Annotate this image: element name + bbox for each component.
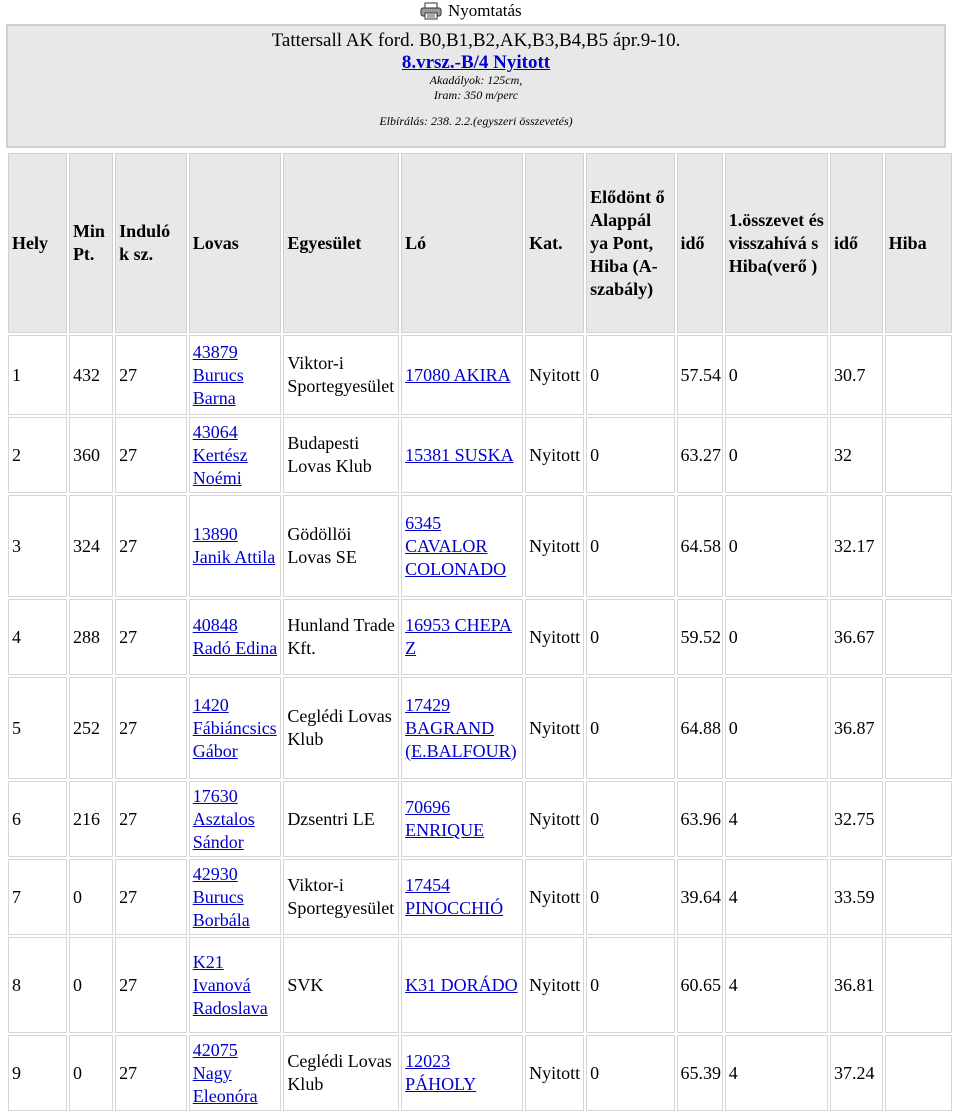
base-time-cell: 57.54	[677, 335, 723, 415]
min-pt-cell: 0	[69, 1035, 113, 1111]
base-fault-cell: 0	[586, 677, 674, 779]
hiba-cell	[885, 495, 952, 597]
hely-cell: 1	[8, 335, 67, 415]
rider-link[interactable]: 43879 Burucs Barna	[189, 335, 282, 415]
table-row	[8, 417, 952, 493]
min-pt-cell: 324	[69, 495, 113, 597]
rider-link[interactable]: 13890 Janik Attila	[189, 495, 282, 597]
print-label: Nyomtatás	[448, 1, 522, 20]
rider-link[interactable]: K21 Ivanová Radoslava	[189, 937, 282, 1033]
jumpoff-time-cell: 33.59	[830, 859, 883, 935]
club-cell: Viktor-i Sportegyesület	[283, 335, 399, 415]
judging-rule: Elbírálás: 238. 2.2.(egyszeri összevetés)	[379, 114, 573, 128]
table-row	[8, 335, 952, 415]
results-table	[6, 151, 954, 1113]
min-pt-cell: 288	[69, 599, 113, 675]
table-row	[8, 599, 952, 675]
col-hiba: Hiba	[885, 153, 952, 333]
base-fault-cell: 0	[586, 335, 674, 415]
indulok-cell: 27	[115, 781, 187, 857]
jumpoff-time-cell: 37.24	[830, 1035, 883, 1111]
competition-title: Tattersall AK ford. B0,B1,B2,AK,B3,B4,B5 ápr.9-10.	[271, 30, 681, 51]
jumpoff-fault-cell: 0	[725, 495, 828, 597]
category-cell: Nyitott	[525, 937, 584, 1033]
hely-cell: 3	[8, 495, 67, 597]
hiba-cell	[885, 859, 952, 935]
base-fault-cell: 0	[586, 859, 674, 935]
rider-link[interactable]: 42930 Burucs Borbála	[189, 859, 282, 935]
col-alap: Elődönt ő Alappál ya Pont, Hiba (A-szabály)	[586, 153, 674, 333]
col-osszevetes: 1.összevet és visszahívá s Hiba(verő )	[725, 153, 828, 333]
col-kat: Kat.	[525, 153, 584, 333]
rider-link[interactable]: 1420 Fábiáncsics Gábor	[189, 677, 282, 779]
club-cell: Ceglédi Lovas Klub	[283, 1035, 399, 1111]
club-cell: SVK	[283, 937, 399, 1033]
club-cell: Viktor-i Sportegyesület	[283, 859, 399, 935]
rider-link[interactable]: 17630 Asztalos Sándor	[189, 781, 282, 857]
jumpoff-fault-cell: 0	[725, 335, 828, 415]
jumpoff-time-cell: 32	[830, 417, 883, 493]
base-fault-cell: 0	[586, 417, 674, 493]
horse-link[interactable]: 12023 PÁHOLY	[401, 1035, 523, 1111]
horse-link[interactable]: 17454 PINOCCHIÓ	[401, 859, 523, 935]
jumpoff-fault-cell: 4	[725, 1035, 828, 1111]
col-min-pt: Min Pt.	[69, 153, 113, 333]
col-ido-1: idő	[677, 153, 723, 333]
hiba-cell	[885, 937, 952, 1033]
round-link[interactable]: 8.vrsz.-B/4 Nyitott	[401, 52, 551, 73]
hely-cell: 8	[8, 937, 67, 1033]
table-row	[8, 677, 952, 779]
base-time-cell: 64.88	[677, 677, 723, 779]
jumpoff-fault-cell: 4	[725, 859, 828, 935]
base-time-cell: 60.65	[677, 937, 723, 1033]
jumpoff-time-cell: 36.67	[830, 599, 883, 675]
min-pt-cell: 360	[69, 417, 113, 493]
indulok-cell: 27	[115, 677, 187, 779]
horse-link[interactable]: 15381 SUSKA	[401, 417, 523, 493]
base-fault-cell: 0	[586, 495, 674, 597]
indulok-cell: 27	[115, 859, 187, 935]
hely-cell: 2	[8, 417, 67, 493]
club-cell: Hunland Trade Kft.	[283, 599, 399, 675]
jumpoff-fault-cell: 0	[725, 599, 828, 675]
base-fault-cell: 0	[586, 781, 674, 857]
horse-link[interactable]: 16953 CHEPA Z	[401, 599, 523, 675]
category-cell: Nyitott	[525, 781, 584, 857]
base-time-cell: 59.52	[677, 599, 723, 675]
hely-cell: 9	[8, 1035, 67, 1111]
club-cell: Gödöllöi Lovas SE	[283, 495, 399, 597]
table-row	[8, 859, 952, 935]
jumpoff-time-cell: 30.7	[830, 335, 883, 415]
horse-link[interactable]: 70696 ENRIQUE	[401, 781, 523, 857]
indulok-cell: 27	[115, 495, 187, 597]
col-lo: Ló	[401, 153, 523, 333]
base-time-cell: 64.58	[677, 495, 723, 597]
hely-cell: 5	[8, 677, 67, 779]
horse-link[interactable]: 17080 AKIRA	[401, 335, 523, 415]
col-ido-2: idő	[830, 153, 883, 333]
obstacle-height: Akadályok: 125cm,	[429, 73, 523, 87]
min-pt-cell: 216	[69, 781, 113, 857]
table-row	[8, 495, 952, 597]
jumpoff-fault-cell: 0	[725, 677, 828, 779]
min-pt-cell: 432	[69, 335, 113, 415]
club-cell: Ceglédi Lovas Klub	[283, 677, 399, 779]
base-time-cell: 39.64	[677, 859, 723, 935]
jumpoff-time-cell: 32.17	[830, 495, 883, 597]
indulok-cell: 27	[115, 937, 187, 1033]
table-row	[8, 937, 952, 1033]
base-fault-cell: 0	[586, 937, 674, 1033]
print-button[interactable]	[420, 0, 522, 22]
base-time-cell: 63.96	[677, 781, 723, 857]
jumpoff-fault-cell: 0	[725, 417, 828, 493]
category-cell: Nyitott	[525, 1035, 584, 1111]
hiba-cell	[885, 677, 952, 779]
category-cell: Nyitott	[525, 599, 584, 675]
club-cell: Budapesti Lovas Klub	[283, 417, 399, 493]
base-time-cell: 65.39	[677, 1035, 723, 1111]
col-egyesulet: Egyesület	[283, 153, 399, 333]
hiba-cell	[885, 335, 952, 415]
rider-link[interactable]: 42075 Nagy Eleonóra	[189, 1035, 282, 1111]
category-cell: Nyitott	[525, 859, 584, 935]
indulok-cell: 27	[115, 1035, 187, 1111]
indulok-cell: 27	[115, 417, 187, 493]
min-pt-cell: 252	[69, 677, 113, 779]
indulok-cell: 27	[115, 599, 187, 675]
printer-icon	[420, 2, 442, 20]
category-cell: Nyitott	[525, 417, 584, 493]
category-cell: Nyitott	[525, 335, 584, 415]
jumpoff-fault-cell: 4	[725, 937, 828, 1033]
horse-link[interactable]: 6345 CAVALOR COLONADO	[401, 495, 523, 597]
col-indulok: Induló k sz.	[115, 153, 187, 333]
club-cell: Dzsentri LE	[283, 781, 399, 857]
base-fault-cell: 0	[586, 1035, 674, 1111]
horse-link[interactable]: K31 DORÁDO	[401, 937, 523, 1033]
min-pt-cell: 0	[69, 859, 113, 935]
hiba-cell	[885, 781, 952, 857]
jumpoff-fault-cell: 4	[725, 781, 828, 857]
horse-link[interactable]: 17429 BAGRAND (E.BALFOUR)	[401, 677, 523, 779]
hely-cell: 6	[8, 781, 67, 857]
hely-cell: 4	[8, 599, 67, 675]
jumpoff-time-cell: 36.87	[830, 677, 883, 779]
rider-link[interactable]: 40848 Radó Edina	[189, 599, 282, 675]
base-fault-cell: 0	[586, 599, 674, 675]
category-cell: Nyitott	[525, 677, 584, 779]
jumpoff-time-cell: 32.75	[830, 781, 883, 857]
hely-cell: 7	[8, 859, 67, 935]
competition-header	[6, 24, 946, 148]
indulok-cell: 27	[115, 335, 187, 415]
tempo: Iram: 350 m/perc	[433, 88, 519, 102]
rider-link[interactable]: 43064 Kertész Noémi	[189, 417, 282, 493]
col-lovas: Lovas	[189, 153, 282, 333]
base-time-cell: 63.27	[677, 417, 723, 493]
table-row	[8, 781, 952, 857]
hiba-cell	[885, 599, 952, 675]
jumpoff-time-cell: 36.81	[830, 937, 883, 1033]
header-row	[8, 153, 952, 333]
min-pt-cell: 0	[69, 937, 113, 1033]
hiba-cell	[885, 417, 952, 493]
col-hely: Hely	[8, 153, 67, 333]
category-cell: Nyitott	[525, 495, 584, 597]
